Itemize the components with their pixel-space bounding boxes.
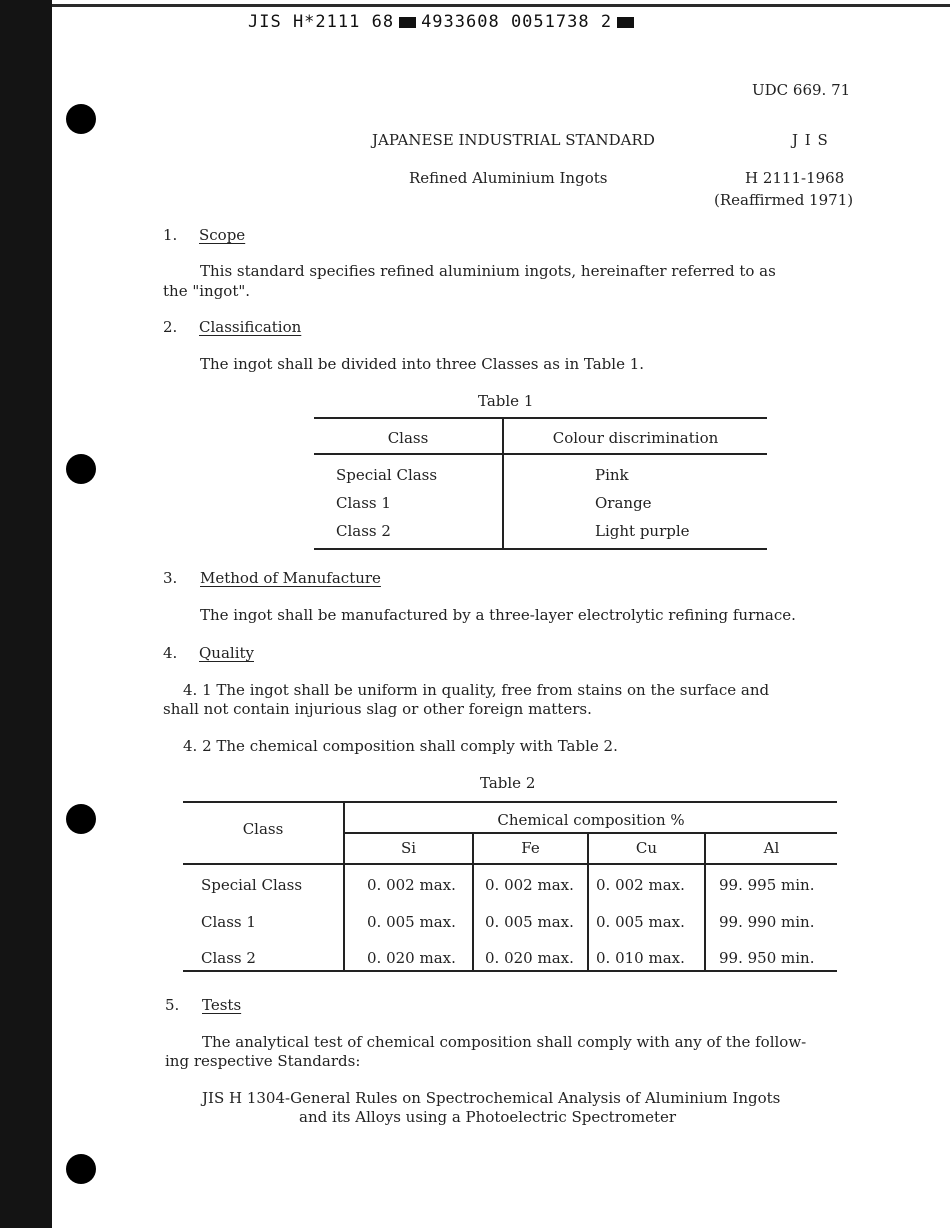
table2-header-composition: Chemical composition %	[497, 811, 685, 829]
table2-subheader: Al	[763, 839, 780, 857]
table-rule	[183, 863, 837, 865]
classification-text: The ingot shall be divided into three Classes as in Table 1.	[200, 355, 645, 373]
section-title-manufacture: Method of Manufacture	[200, 569, 381, 587]
code-prefix: JIS H*2111 68	[248, 12, 395, 32]
table2-cell: 0. 020 max.	[367, 949, 456, 967]
manufacture-text: The ingot shall be manufactured by a three-layer electrolytic refining furnace.	[200, 606, 796, 624]
scope-text-line: This standard specifies refined aluminium ingots, hereinafter referred to as	[200, 262, 776, 280]
table1-cell: Class 1	[336, 494, 391, 512]
quality-text-line: 4. 2 The chemical composition shall comply with Table 2.	[183, 737, 618, 755]
table2-header-class: Class	[242, 820, 284, 838]
block-mark	[399, 17, 416, 28]
table2-cell: Class 2	[201, 949, 256, 967]
reference-standard-line: and its Alloys using a Photoelectric Spectrometer	[299, 1108, 677, 1126]
table2-cell: 0. 005 max.	[485, 913, 574, 931]
table2-cell: 0. 002 max.	[596, 876, 685, 894]
table1-cell: Class 2	[336, 522, 391, 540]
quality-text-line: 4. 1 The ingot shall be uniform in quality, free from stains on the surface and	[183, 681, 770, 699]
table2-cell: 0. 010 max.	[596, 949, 685, 967]
table1-header-colour: Colour discrimination	[552, 429, 719, 447]
tests-text-line: The analytical test of chemical composition shall comply with any of the follow-	[202, 1033, 807, 1051]
top-edge	[52, 4, 950, 7]
section-number: 2.	[163, 318, 178, 336]
section-title-quality: Quality	[199, 644, 254, 662]
section-title-tests: Tests	[202, 996, 242, 1014]
section-number: 3.	[163, 569, 178, 587]
quality-text-line: shall not contain injurious slag or other foreign matters.	[163, 700, 592, 718]
section-number: 4.	[163, 644, 178, 662]
table1-cell: Pink	[595, 466, 629, 484]
table1-cell: Special Class	[336, 466, 438, 484]
table2-cell: 99. 995 min.	[719, 876, 815, 894]
table2-cell: Special Class	[201, 876, 303, 894]
table2-cell: 0. 020 max.	[485, 949, 574, 967]
table2-caption: Table 2	[480, 774, 536, 792]
jis-mark: J I S	[792, 131, 829, 149]
section-number: 1.	[163, 226, 178, 244]
table1-cell: Orange	[595, 494, 652, 512]
reference-standard-line: JIS H 1304-General Rules on Spectrochemical Analysis of Aluminium Ingots	[202, 1089, 781, 1107]
punch-hole	[66, 454, 96, 484]
table1-caption: Table 1	[478, 392, 534, 410]
udc-number: UDC 669. 71	[752, 81, 851, 99]
punch-hole	[66, 804, 96, 834]
table2-cell: Class 1	[201, 913, 256, 931]
table-rule	[344, 832, 837, 834]
section-title-scope: Scope	[199, 226, 246, 244]
punch-hole	[66, 1154, 96, 1184]
table1-header-class: Class	[387, 429, 429, 447]
standard-title: JAPANESE INDUSTRIAL STANDARD	[372, 131, 655, 149]
punch-hole	[66, 104, 96, 134]
table2-cell: 99. 990 min.	[719, 913, 815, 931]
table-rule	[314, 548, 767, 550]
section-title-classification: Classification	[199, 318, 302, 336]
table2-subheader: Cu	[635, 839, 658, 857]
table2-subheader: Fe	[521, 839, 540, 857]
table2-cell: 0. 005 max.	[367, 913, 456, 931]
section-number: 5.	[165, 996, 180, 1014]
document-title: Refined Aluminium Ingots	[409, 169, 608, 187]
scope-text-line: the "ingot".	[163, 282, 251, 300]
document-code	[248, 12, 639, 32]
table2-cell: 99. 950 min.	[719, 949, 815, 967]
code-middle: 4933608 0051738 2	[421, 12, 613, 32]
table1-cell: Light purple	[595, 522, 690, 540]
table-rule	[314, 453, 767, 455]
table2-cell: 0. 002 max.	[367, 876, 456, 894]
table-rule	[183, 970, 837, 972]
table2-cell: 0. 005 max.	[596, 913, 685, 931]
document-number: H 2111-1968	[745, 169, 845, 187]
table2-cell: 0. 002 max.	[485, 876, 574, 894]
tests-text-line: ing respective Standards:	[165, 1052, 361, 1070]
table2-subheader: Si	[400, 839, 417, 857]
binding-edge	[0, 0, 52, 1228]
block-mark	[617, 17, 634, 28]
table-rule	[183, 801, 837, 803]
table-rule	[314, 417, 767, 419]
reaffirmed-note: (Reaffirmed 1971)	[714, 191, 854, 209]
